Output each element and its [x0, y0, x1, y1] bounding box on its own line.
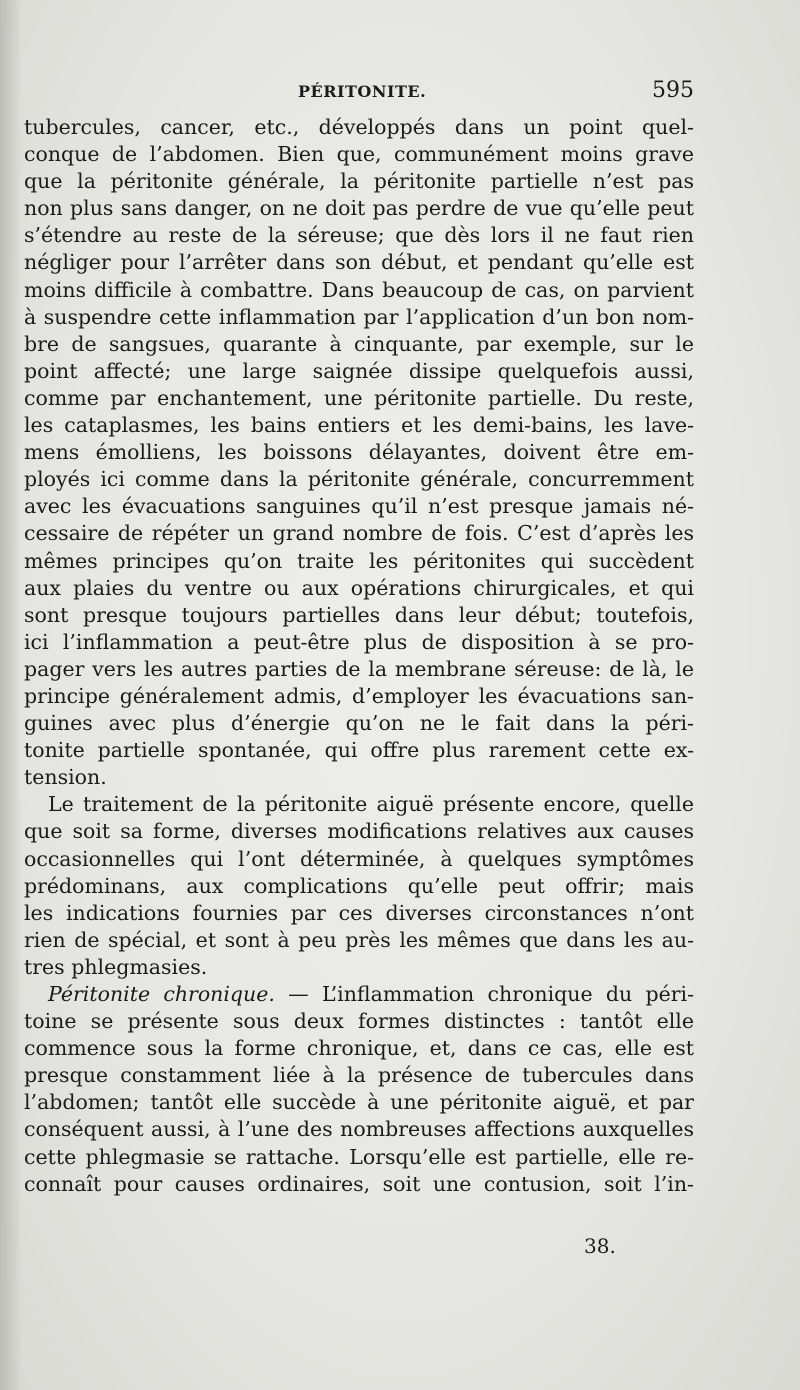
section-heading: Péritonite chronique. — [48, 982, 275, 1006]
text-line — [24, 981, 694, 1008]
page-gutter-shadow — [0, 0, 22, 1390]
text-line: tension. — [24, 765, 107, 790]
text-line: cette phlegmasie se rattache. Lorsqu’elle est partielle, elle re- — [24, 1144, 694, 1169]
text-line: tres phlegmasies. — [24, 954, 208, 979]
text-line: conséquent aussi, à l’une des nombreuses affections auxquelles — [24, 1117, 694, 1142]
text-line: mêmes principes qu’on traite les péritonites qui succèdent — [24, 548, 694, 573]
text-line: comme par enchantement, une péritonite partielle. Du reste, — [24, 385, 694, 410]
text-line: point affecté; une large saignée dissipe quelquefois aussi, — [24, 358, 694, 383]
text-line: tubercules, cancer, etc., développés dans un point quel- — [24, 115, 694, 139]
text-line: tonite partielle spontanée, qui offre plus rarement cette ex- — [24, 738, 694, 763]
text-line: moins difficile à combattre. Dans beaucoup de cas, on parvient — [24, 277, 694, 302]
text-line: presque constamment liée à la présence de tubercules dans — [24, 1063, 694, 1088]
page-header — [24, 78, 694, 108]
text-line: non plus sans danger, on ne doit pas perdre de vue qu’elle peut — [24, 196, 694, 221]
body-text — [24, 114, 694, 1198]
running-title: PÉRITONITE. — [298, 82, 427, 101]
text-line: sont presque toujours partielles dans leur début; toutefois, — [24, 602, 694, 627]
text-line: commence sous la forme chronique, et, dans ce cas, elle est — [24, 1036, 694, 1061]
text-line: cessaire de répéter un grand nombre de fois. C’est d’après les — [24, 521, 694, 546]
paragraph-2 — [24, 791, 694, 981]
text-line: guines avec plus d’énergie qu’on ne le fait dans la péri- — [24, 711, 694, 736]
text-line: rien de spécial, et sont à peu près les mêmes que dans les au- — [24, 927, 694, 952]
text-line: pager vers les autres parties de la membrane séreuse: de là, le — [24, 656, 694, 681]
text-line: prédominans, aux complications qu’elle peut offrir; mais — [24, 873, 694, 898]
paragraph-3 — [24, 981, 694, 1198]
text-line: principe généralement admis, d’employer les évacuations san- — [24, 683, 694, 708]
text-line: ici l’inflammation a peut-être plus de disposition à se pro- — [24, 629, 694, 654]
heading-line-rest: — L’inflammation chronique du péri- — [274, 982, 694, 1006]
text-line: toine se présente sous deux formes distinctes : tantôt elle — [24, 1009, 694, 1034]
text-line: à suspendre cette inflammation par l’application d’un bon nom- — [24, 304, 694, 329]
page-number: 595 — [652, 78, 694, 103]
text-line: que la péritonite générale, la péritonite partielle n’est pas — [24, 169, 694, 194]
text-line: s’étendre au reste de la séreuse; que dès lors il ne faut rien — [24, 223, 694, 248]
paragraph-1 — [24, 114, 694, 791]
text-line: Le traitement de la péritonite aiguë présente encore, quelle — [48, 792, 694, 817]
text-line: l’abdomen; tantôt elle succède à une péritonite aiguë, et par — [24, 1090, 694, 1115]
text-line: ployés ici comme dans la péritonite générale, concurremment — [24, 467, 694, 492]
text-line: connaît pour causes ordinaires, soit une contusion, soit l’in- — [24, 1171, 694, 1196]
text-line: avec les évacuations sanguines qu’il n’est presque jamais né- — [24, 494, 694, 519]
text-line: que soit sa forme, diverses modifications relatives aux causes — [24, 819, 694, 844]
signature-mark: 38. — [584, 1234, 616, 1258]
text-line: mens émolliens, les boissons délayantes, doivent être em- — [24, 440, 694, 465]
text-line: négliger pour l’arrêter dans son début, et pendant qu’elle est — [24, 250, 694, 275]
text-line: les cataplasmes, les bains entiers et les demi-bains, les lave- — [24, 413, 694, 438]
text-line: conque de l’abdomen. Bien que, communément moins grave — [24, 142, 694, 167]
text-line: occasionnelles qui l’ont déterminée, à quelques symptômes — [24, 846, 694, 871]
text-line: aux plaies du ventre ou aux opérations chirurgicales, et qui — [24, 575, 694, 600]
text-line: les indications fournies par ces diverses circonstances n’ont — [24, 900, 694, 925]
text-line: bre de sangsues, quarante à cinquante, par exemple, sur le — [24, 331, 694, 356]
